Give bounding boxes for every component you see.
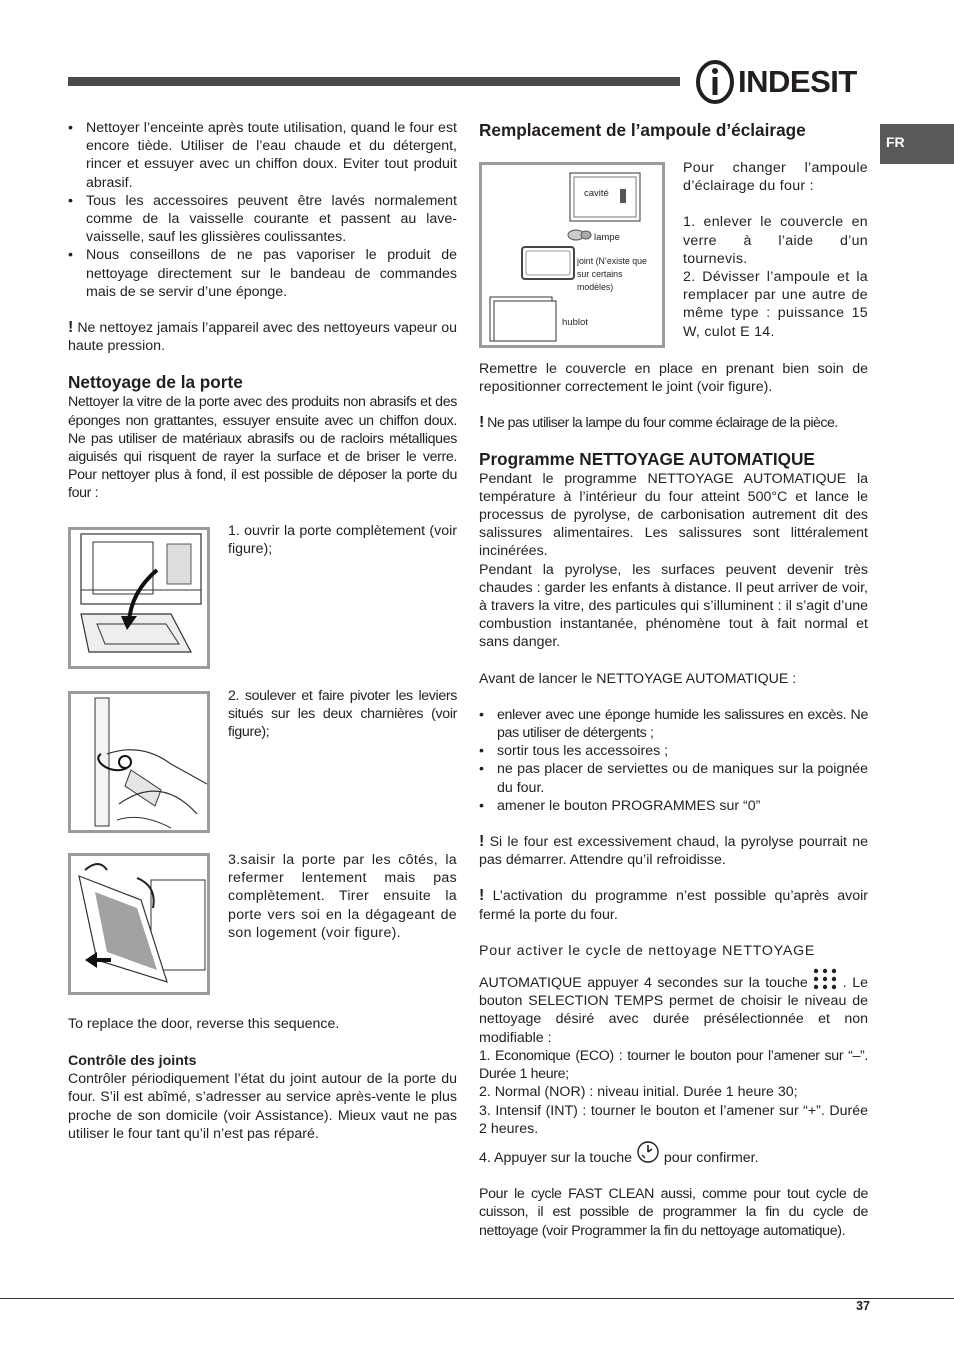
indesit-logo [694,58,870,106]
lamp-section-header [479,119,868,141]
lamp-step-2: 2. Dévisser l’ampoule et la remplacer par une autre de même type : puissance 15 W, culot E 14. [683,269,868,340]
before-launch: Avant de lancer le NETTOYAGE AUTOMATIQUE : [479,670,797,687]
auto-clean-p1: Pendant le programme NETTOYAGE AUTOMATIQUE la température à l’intérieur du four atteint 500°C et lance le processus de pyrolyse, de carbonisation autrement dit des salissures alimentaires. Les salissures sont littéralement incinérées. [479,470,868,560]
right-column-body [479,360,868,1240]
brand-emblem-icon [694,58,738,106]
joints-text: Contrôler périodiquement l’état du joint autour de la porte du four. S’il est abîmé, s’adresser au service après-vente le plus proche de son domicile (voir Assistance). Mieux vaut ne pas utiliser le four tant qu’il n’est pas réparé. [68,1071,457,1142]
auto-clean-p2: Pendant la pyrolyse, les surfaces peuvent devenir très chaudes : garder les enfants à distance. Il peut arriver de voir, à travers la vitre, des particules qui s’illuminent : il s’agit d’une combustion instantanée, phénomène tout à fait normal et sans danger. [479,561,868,651]
door-open-figure [68,527,210,669]
confirm-key-icon [636,1140,660,1164]
header-bar [68,77,680,86]
before-launch-list [479,706,868,815]
lamp-step-1: 1. enlever le couvercle en verre à l’aide d’un tournevis. [683,214,868,267]
replace-door-text: To replace the door, reverse this sequence. [68,1016,340,1032]
lamp-figure [479,162,665,348]
brand-name: INDESIT [738,64,857,99]
activate-text: AUTOMATIQUE appuyer 4 secondes sur la touche . Le bouton SELECTION TEMPS permet de choisir le niveau de nettoyage désiré avec durée présélectionnée et non modifiable : [479,968,868,1047]
left-column-top [68,119,457,503]
cleaning-tips-list [68,119,457,301]
hinge-lever-figure [68,691,210,833]
list-item: • amener le bouton PROGRAMMES sur “0” [479,797,868,815]
list-item: • Nous conseillons de ne pas vaporiser le produit de nettoyage directement sur le bandeau de commandes mais de se servir d’une éponge. [68,246,457,301]
fast-clean-text: Pour le cycle FAST CLEAN aussi, comme pour tout cycle de cuisson, il est possible de programmer la fin du cycle de nettoyage (voir Programmer la fin du nettoyage automatique). [479,1186,868,1239]
left-column-bottom [68,1015,457,1143]
door-section-text: Nettoyer la vitre de la porte avec des produits non abrasifs et des éponges non grattantes, essuyer ensuite avec un chiffon doux. Ne pas utiliser de matériaux abrasifs ou de racloirs métalliques aiguisés qui risquent de rayer la surface et de briser le verre. Pour nettoyer plus à fond, il est possible de déposer la porte du four : [68,394,457,502]
level-3: 3. Intensif (INT) : tourner le bouton et l’amener sur “+”. Durée 2 heures. [479,1102,868,1137]
list-item: • ne pas placer de serviettes ou de maniques sur la poignée du four. [479,760,868,796]
language-tab: FR [880,124,954,164]
oven-door-open-icon [71,530,207,666]
hinge-lever-icon [71,694,207,830]
auto-clean-title: Programme NETTOYAGE AUTOMATIQUE [479,448,815,469]
list-item: • Nettoyer l’enceinte après toute utilisation, quand le four est encore tiède. Utiliser de l’eau chaude et du détergent, rincer et essuyer avec un chiffon doux. Eviter tout produit abrasif. [68,119,457,192]
list-item: • enlever avec une éponge humide les salissures en excès. Ne pas utiliser de détergents ; [479,706,868,742]
door-section-title: Nettoyage de la porte [68,372,243,393]
level-1: 1. Economique (ECO) : tourner le bouton pour l’amener sur “–”. Durée 1 heure; [479,1047,868,1083]
door-step-2: 2. soulever et faire pivoter les leviers situés sur les deux charnières (voir figure); [228,688,457,741]
page-number: 37 [856,1299,870,1313]
label-lampe: lampe [594,232,620,243]
level-2: 2. Normal (NOR) : niveau initial. Durée 1 heure 30; [479,1084,798,1101]
label-joint: joint (N’existe que sur certains modèles) [577,256,647,292]
warning-mark: ! [479,833,485,851]
warning-mark: ! [68,319,74,337]
lamp-intro: Pour changer l’ampoule d’éclairage du four : [683,160,868,195]
steam-warning: ! Ne nettoyez jamais l’appareil avec des nettoyeurs vapeur ou haute pression. [68,319,457,355]
door-remove-figure [68,853,210,995]
door-removal-icon [71,856,207,992]
door-step-1: 1. ouvrir la porte complètement (voir figure); [228,523,457,558]
door-closed-warning: ! L’activation du programme n’est possible qu’après avoir fermé la porte du four. [479,887,868,923]
lamp-replace-text: Remettre le couvercle en place en prenant bien soin de repositionner correctement le joint (voir figure). [479,361,868,396]
hot-oven-warning: ! Si le four est excessivement chaud, la pyrolyse pourrait ne pas démarrer. Attendre qu’il refroidisse. [479,833,868,869]
joints-title: Contrôle des joints [68,1053,197,1070]
label-cavite: cavité [584,188,609,199]
list-item: • Tous les accessoires peuvent être lavés normalement comme de la vaisselle courante et passent au lave-vaisselle, sauf les glissières coulissantes. [68,192,457,247]
clean-key-icon [813,968,837,990]
door-step-3: 3.saisir la porte par les côtés, la refermer lentement mais pas complètement. Tirer ensuite la porte vers soi en la dégageant de son logement (voir figure). [228,852,457,941]
label-hublot: hublot [562,317,588,328]
lamp-warning: ! Ne pas utiliser la lampe du four comme éclairage de la pièce. [479,414,838,432]
lamp-instructions [683,159,868,341]
warning-mark: ! [479,414,484,432]
activate-line-1: Pour activer le cycle de nettoyage NETTOYAGE [479,942,816,959]
list-item: • sortir tous les accessoires ; [479,742,868,760]
lamp-section-title: Remplacement de l’ampoule d’éclairage [479,120,806,140]
level-4: 4. Appuyer sur la touche pour confirmer. [479,1140,868,1167]
warning-mark: ! [479,887,485,905]
footer-rule [0,1298,954,1299]
